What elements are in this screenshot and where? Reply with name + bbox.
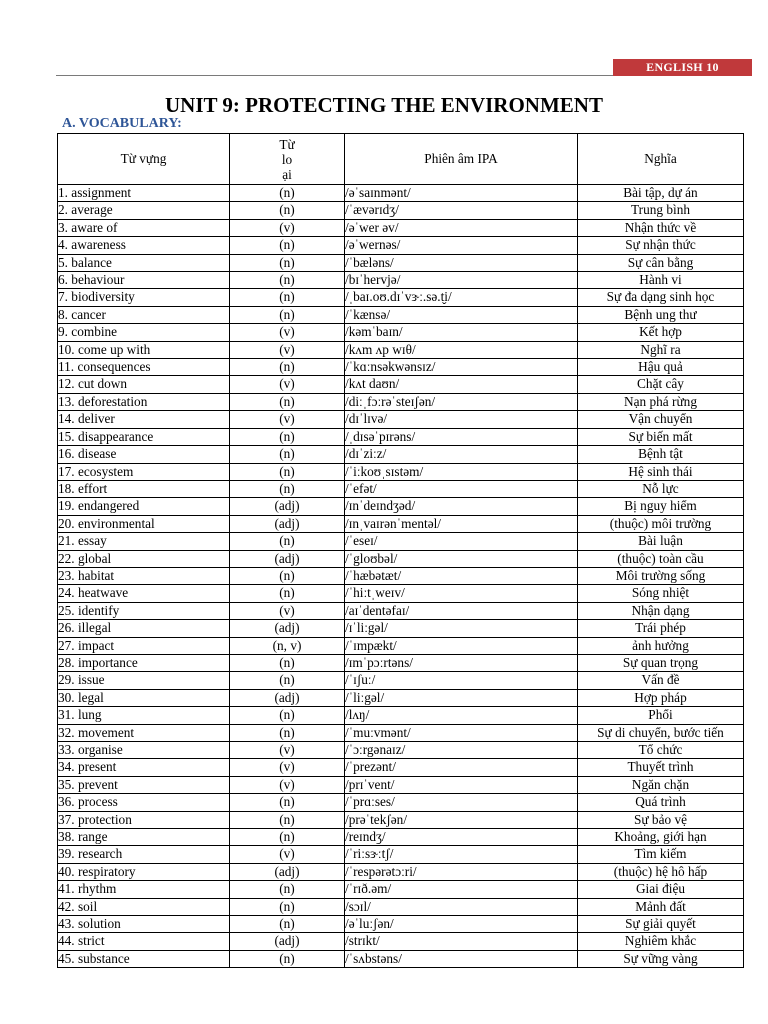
meaning: (thuộc) hệ hô hấp	[578, 863, 744, 880]
meaning: Nhận thức về	[578, 219, 744, 236]
ipa-transcription: /dɪˈlɪvə/	[345, 411, 578, 428]
subject-badge: ENGLISH 10	[613, 59, 752, 76]
vocab-word: 8. cancer	[58, 306, 230, 323]
vocab-word: 17. ecosystem	[58, 463, 230, 480]
table-row	[58, 776, 744, 793]
meaning: Quá trình	[578, 794, 744, 811]
header-part-of-speech	[230, 134, 345, 185]
ipa-transcription: /ˌdɪsəˈpɪrəns/	[345, 428, 578, 445]
meaning: Sự nhận thức	[578, 237, 744, 254]
meaning: Bệnh tật	[578, 446, 744, 463]
vocab-word: 6. behaviour	[58, 272, 230, 289]
ipa-transcription: /ˈhæbətæt/	[345, 567, 578, 584]
table-row	[58, 602, 744, 619]
table-row	[58, 863, 744, 880]
table-row	[58, 341, 744, 358]
ipa-transcription: /ˈɔːrgənaɪz/	[345, 742, 578, 759]
ipa-transcription: /ˈeseɪ/	[345, 533, 578, 550]
part-of-speech: (n)	[230, 585, 345, 602]
part-of-speech: (v)	[230, 341, 345, 358]
meaning: Bệnh ung thư	[578, 306, 744, 323]
part-of-speech: (n)	[230, 881, 345, 898]
vocab-word: 9. combine	[58, 324, 230, 341]
table-row	[58, 585, 744, 602]
table-row	[58, 202, 744, 219]
ipa-transcription: /əˈsaɪnmənt/	[345, 185, 578, 202]
vocab-word: 38. range	[58, 829, 230, 846]
meaning: Nghiêm khắc	[578, 933, 744, 950]
table-row	[58, 306, 744, 323]
ipa-transcription: /kʌt daʊn/	[345, 376, 578, 393]
table-row	[58, 446, 744, 463]
section-heading: A. VOCABULARY:	[62, 116, 182, 131]
vocab-word: 4. awareness	[58, 237, 230, 254]
table-row	[58, 724, 744, 741]
part-of-speech: (v)	[230, 376, 345, 393]
table-row	[58, 393, 744, 410]
vocab-word: 36. process	[58, 794, 230, 811]
vocab-word: 30. legal	[58, 689, 230, 706]
vocab-word: 23. habitat	[58, 567, 230, 584]
vocab-word: 7. biodiversity	[58, 289, 230, 306]
ipa-transcription: /ˈkænsə/	[345, 306, 578, 323]
table-row	[58, 881, 744, 898]
part-of-speech: (v)	[230, 742, 345, 759]
ipa-transcription: /ˈrɪð.əm/	[345, 881, 578, 898]
vocab-word: 21. essay	[58, 533, 230, 550]
vocab-word: 16. disease	[58, 446, 230, 463]
vocab-word: 15. disappearance	[58, 428, 230, 445]
part-of-speech: (n)	[230, 185, 345, 202]
table-row	[58, 916, 744, 933]
table-row	[58, 254, 744, 271]
ipa-transcription: /sɔɪl/	[345, 898, 578, 915]
table-row	[58, 515, 744, 532]
part-of-speech: (n)	[230, 306, 345, 323]
vocab-word: 2. average	[58, 202, 230, 219]
meaning: Kết hợp	[578, 324, 744, 341]
meaning: Sự di chuyển, bước tiến	[578, 724, 744, 741]
meaning: Nhận dạng	[578, 602, 744, 619]
vocab-word: 31. lung	[58, 707, 230, 724]
vocab-word: 33. organise	[58, 742, 230, 759]
ipa-transcription: /ˈævərɪdʒ/	[345, 202, 578, 219]
header-pos-line: lo	[281, 151, 293, 167]
part-of-speech: (adj)	[230, 863, 345, 880]
part-of-speech: (v)	[230, 219, 345, 236]
vocab-word: 35. prevent	[58, 776, 230, 793]
part-of-speech: (n)	[230, 654, 345, 671]
part-of-speech: (v)	[230, 324, 345, 341]
ipa-transcription: /əˈwer əv/	[345, 219, 578, 236]
vocab-word: 43. solution	[58, 916, 230, 933]
meaning: Ngăn chặn	[578, 776, 744, 793]
vocab-word: 26. illegal	[58, 620, 230, 637]
part-of-speech: (v)	[230, 759, 345, 776]
table-row	[58, 550, 744, 567]
ipa-transcription: /ˈhiːtˌweɪv/	[345, 585, 578, 602]
part-of-speech: (adj)	[230, 515, 345, 532]
part-of-speech: (adj)	[230, 550, 345, 567]
meaning: Trái phép	[578, 620, 744, 637]
ipa-transcription: /ˈmuːvmənt/	[345, 724, 578, 741]
ipa-transcription: /ˈprezənt/	[345, 759, 578, 776]
vocab-word: 25. identify	[58, 602, 230, 619]
ipa-transcription: /ˈliːgəl/	[345, 689, 578, 706]
meaning: Bài tập, dự án	[578, 185, 744, 202]
meaning: Giai điệu	[578, 881, 744, 898]
part-of-speech: (n)	[230, 289, 345, 306]
table-row	[58, 620, 744, 637]
vocab-word: 29. issue	[58, 672, 230, 689]
part-of-speech: (n)	[230, 724, 345, 741]
ipa-transcription: /bɪˈhervjə/	[345, 272, 578, 289]
part-of-speech: (adj)	[230, 689, 345, 706]
table-row	[58, 185, 744, 202]
table-row	[58, 480, 744, 497]
table-row	[58, 846, 744, 863]
meaning: Vận chuyển	[578, 411, 744, 428]
part-of-speech: (n)	[230, 916, 345, 933]
table-row	[58, 811, 744, 828]
part-of-speech: (n)	[230, 446, 345, 463]
vocabulary-table	[57, 133, 744, 968]
meaning: Sự đa dạng sinh học	[578, 289, 744, 306]
meaning: Nạn phá rừng	[578, 393, 744, 410]
vocab-word: 40. respiratory	[58, 863, 230, 880]
meaning: (thuộc) toàn cầu	[578, 550, 744, 567]
table-row	[58, 219, 744, 236]
ipa-transcription: /ˈbæləns/	[345, 254, 578, 271]
table-row	[58, 359, 744, 376]
meaning: Bài luận	[578, 533, 744, 550]
table-row	[58, 237, 744, 254]
ipa-transcription: /strɪkt/	[345, 933, 578, 950]
ipa-transcription: /kəmˈbaɪn/	[345, 324, 578, 341]
table-row	[58, 707, 744, 724]
vocab-word: 1. assignment	[58, 185, 230, 202]
meaning: Sự giải quyết	[578, 916, 744, 933]
vocab-word: 13. deforestation	[58, 393, 230, 410]
table-row	[58, 742, 744, 759]
table-row	[58, 933, 744, 950]
ipa-transcription: /ˈgloʊbəl/	[345, 550, 578, 567]
ipa-transcription: /ˈefət/	[345, 480, 578, 497]
part-of-speech: (n)	[230, 533, 345, 550]
ipa-transcription: /lʌŋ/	[345, 707, 578, 724]
part-of-speech: (adj)	[230, 498, 345, 515]
meaning: Hành vi	[578, 272, 744, 289]
part-of-speech: (n)	[230, 950, 345, 967]
table-row	[58, 898, 744, 915]
meaning: Tìm kiếm	[578, 846, 744, 863]
table-row	[58, 759, 744, 776]
ipa-transcription: /əˈwernəs/	[345, 237, 578, 254]
meaning: Nghĩ ra	[578, 341, 744, 358]
ipa-transcription: /aɪˈdentəfaɪ/	[345, 602, 578, 619]
meaning: Khoảng, giới hạn	[578, 829, 744, 846]
table-row	[58, 428, 744, 445]
part-of-speech: (n)	[230, 272, 345, 289]
meaning: Sóng nhiệt	[578, 585, 744, 602]
part-of-speech: (v)	[230, 846, 345, 863]
table-row	[58, 272, 744, 289]
ipa-transcription: /əˈluːʃən/	[345, 916, 578, 933]
meaning: Tổ chức	[578, 742, 744, 759]
part-of-speech: (n)	[230, 794, 345, 811]
vocab-word: 42. soil	[58, 898, 230, 915]
ipa-transcription: /reɪndʒ/	[345, 829, 578, 846]
table-header-row	[58, 134, 744, 185]
ipa-transcription: /ˌbaɪ.oʊ.dɪˈvɝː.sə.t̬i/	[345, 289, 578, 306]
vocab-word: 24. heatwave	[58, 585, 230, 602]
vocab-word: 18. effort	[58, 480, 230, 497]
table-row	[58, 950, 744, 967]
ipa-transcription: /ɪnˌvaɪrənˈmentəl/	[345, 515, 578, 532]
ipa-transcription: /ɪnˈdeɪndʒəd/	[345, 498, 578, 515]
table-row	[58, 411, 744, 428]
ipa-transcription: /kʌm ʌp wɪθ/	[345, 341, 578, 358]
table-row	[58, 324, 744, 341]
vocab-word: 28. importance	[58, 654, 230, 671]
header-pos-line: Từ	[279, 136, 295, 152]
part-of-speech: (n)	[230, 393, 345, 410]
vocab-word: 44. strict	[58, 933, 230, 950]
meaning: Nỗ lực	[578, 480, 744, 497]
ipa-transcription: /ˈrespərətɔːri/	[345, 863, 578, 880]
ipa-transcription: /prəˈtekʃən/	[345, 811, 578, 828]
vocab-word: 41. rhythm	[58, 881, 230, 898]
table-row	[58, 794, 744, 811]
ipa-transcription: /diːˌfɔːrəˈsteɪʃən/	[345, 393, 578, 410]
table-row	[58, 567, 744, 584]
vocab-word: 11. consequences	[58, 359, 230, 376]
meaning: Môi trường sống	[578, 567, 744, 584]
meaning: Thuyết trình	[578, 759, 744, 776]
meaning: Sự biến mất	[578, 428, 744, 445]
meaning: Sự bảo vệ	[578, 811, 744, 828]
part-of-speech: (n)	[230, 202, 345, 219]
part-of-speech: (n)	[230, 567, 345, 584]
table-row	[58, 654, 744, 671]
meaning: Sự quan trọng	[578, 654, 744, 671]
meaning: ảnh hưởng	[578, 637, 744, 654]
part-of-speech: (n, v)	[230, 637, 345, 654]
meaning: Vấn đề	[578, 672, 744, 689]
meaning: Chặt cây	[578, 376, 744, 393]
header-meaning: Nghĩa	[578, 134, 744, 185]
vocab-word: 19. endangered	[58, 498, 230, 515]
meaning: Hợp pháp	[578, 689, 744, 706]
part-of-speech: (n)	[230, 254, 345, 271]
table-row	[58, 533, 744, 550]
table-row	[58, 672, 744, 689]
ipa-transcription: /ˈprɑːses/	[345, 794, 578, 811]
vocab-word: 34. present	[58, 759, 230, 776]
vocab-word: 27. impact	[58, 637, 230, 654]
part-of-speech: (n)	[230, 707, 345, 724]
part-of-speech: (n)	[230, 898, 345, 915]
header-ipa: Phiên âm IPA	[345, 134, 578, 185]
meaning: Bị nguy hiểm	[578, 498, 744, 515]
part-of-speech: (n)	[230, 359, 345, 376]
meaning: Hậu quả	[578, 359, 744, 376]
header-pos-line: ại	[282, 166, 292, 182]
vocab-word: 39. research	[58, 846, 230, 863]
table-row	[58, 376, 744, 393]
part-of-speech: (n)	[230, 237, 345, 254]
meaning: Phổi	[578, 707, 744, 724]
vocab-word: 14. deliver	[58, 411, 230, 428]
part-of-speech: (n)	[230, 811, 345, 828]
meaning: Sự cân bằng	[578, 254, 744, 271]
table-row	[58, 637, 744, 654]
ipa-transcription: /dɪˈziːz/	[345, 446, 578, 463]
meaning: Sự vững vàng	[578, 950, 744, 967]
ipa-transcription: /ˈsʌbstəns/	[345, 950, 578, 967]
page-title: UNIT 9: PROTECTING THE ENVIRONMENT	[165, 93, 603, 117]
part-of-speech: (n)	[230, 829, 345, 846]
ipa-transcription: /ɪmˈpɔːrtəns/	[345, 654, 578, 671]
part-of-speech: (n)	[230, 480, 345, 497]
vocab-word: 20. environmental	[58, 515, 230, 532]
ipa-transcription: /ˈɪʃuː/	[345, 672, 578, 689]
vocab-word: 10. come up with	[58, 341, 230, 358]
ipa-transcription: /prɪˈvent/	[345, 776, 578, 793]
vocab-word: 22. global	[58, 550, 230, 567]
meaning: (thuộc) môi trường	[578, 515, 744, 532]
meaning: Trung bình	[578, 202, 744, 219]
table-row	[58, 289, 744, 306]
meaning: Hệ sinh thái	[578, 463, 744, 480]
ipa-transcription: /ˈiːkoʊˌsɪstəm/	[345, 463, 578, 480]
part-of-speech: (v)	[230, 411, 345, 428]
part-of-speech: (v)	[230, 602, 345, 619]
ipa-transcription: /ɪˈliːgəl/	[345, 620, 578, 637]
vocab-word: 3. aware of	[58, 219, 230, 236]
part-of-speech: (adj)	[230, 620, 345, 637]
vocab-word: 32. movement	[58, 724, 230, 741]
vocab-word: 12. cut down	[58, 376, 230, 393]
vocab-word: 5. balance	[58, 254, 230, 271]
part-of-speech: (v)	[230, 776, 345, 793]
ipa-transcription: /ˈkɑːnsəkwənsɪz/	[345, 359, 578, 376]
table-row	[58, 463, 744, 480]
part-of-speech: (n)	[230, 672, 345, 689]
ipa-transcription: /ˈriːsɝːtʃ/	[345, 846, 578, 863]
vocab-word: 45. substance	[58, 950, 230, 967]
table-row	[58, 689, 744, 706]
vocab-word: 37. protection	[58, 811, 230, 828]
header-word: Từ vựng	[58, 134, 230, 185]
table-row	[58, 498, 744, 515]
part-of-speech: (n)	[230, 463, 345, 480]
part-of-speech: (adj)	[230, 933, 345, 950]
meaning: Mảnh đất	[578, 898, 744, 915]
part-of-speech: (n)	[230, 428, 345, 445]
table-row	[58, 829, 744, 846]
ipa-transcription: /ˈɪmpækt/	[345, 637, 578, 654]
